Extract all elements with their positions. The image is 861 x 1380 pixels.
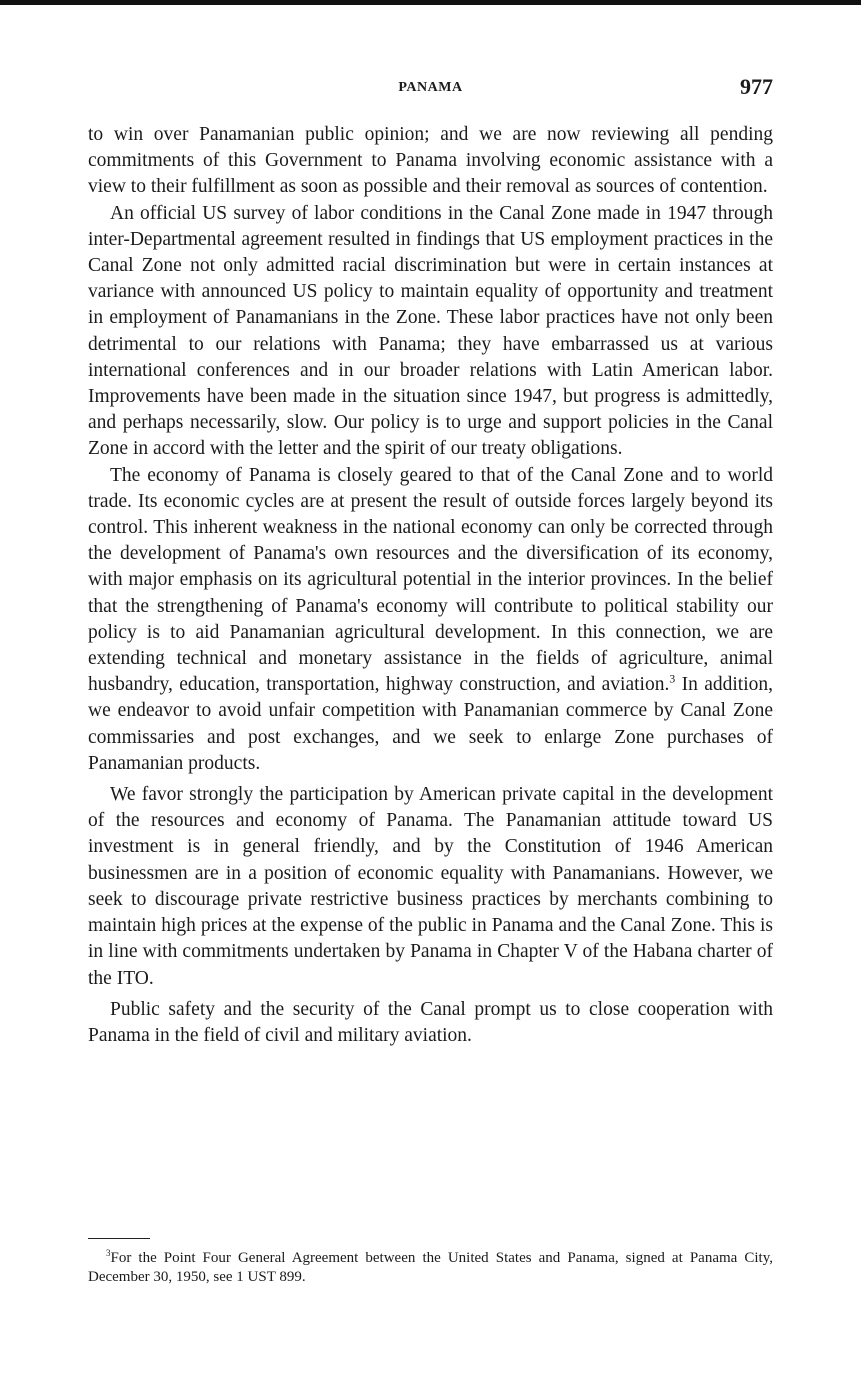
page-header — [88, 74, 773, 104]
paragraph-economy — [88, 463, 773, 777]
paragraph-continuation: to win over Panamanian public opinion; and we are now reviewing all pending commitments of this Government to Panama involving economic assistance with a view to their fulfillment as soon as possible and their removal as sources of contention. — [88, 124, 773, 198]
footnote-marker: 3 — [106, 1248, 111, 1258]
footnote-divider — [88, 1238, 150, 1239]
paragraph-labor-conditions: An official US survey of labor conditions in the Canal Zone made in 1947 through inter-Departmental agreement resulted in findings that US employment practices in the Canal Zone not only admitted racial discrimination but were in certain instances at variance with announced US policy to maintain equality of opportunity and treatment in employment of Panamanians in the Zone. These labor practices have not only been detrimental to our relations with Panama; they have embarrassed us at various international conferences and in our broader relations with Latin American labor. Improvements have been made in the situation since 1947, but progress is admittedly, and perhaps necessarily, slow. Our policy is to urge and support policies in the Canal Zone in accord with the letter and the spirit of our treaty obligations. — [88, 202, 773, 460]
running-head: PANAMA — [398, 80, 463, 95]
paragraph-economy-addition: In addition, we endeavor to avoid unfair competition with Panamanian commerce by Canal Zone commissaries and post exchanges, and we seek to enlarge Zone purchases of Panamanian products. — [88, 674, 773, 774]
footnote — [88, 1249, 773, 1286]
paragraph-economy-text: The economy of Panama is closely geared to that of the Canal Zone and to world trade. Its economic cycles are at present the result of outside forces largely beyond its control. This inherent weakness in the national economy can only be corrected through the development of Panama's own resources and the diversification of its economy, with major emphasis on its agricultural potential in the interior provinces. In the belief that the strengthening of Panama's economy will contribute to political stability our policy is to aid Panamanian agricultural development. In this connection, we are extending technical and monetary assistance in the fields of agriculture, animal husbandry, education, transportation, highway construction, and aviation. — [88, 464, 773, 696]
body-text — [88, 122, 773, 1049]
top-edge-rule — [0, 0, 861, 5]
footnote-text: For the Point Four General Agreement between the United States and Panama, signed at Panama City, December 30, 1950, see 1 UST 899. — [88, 1250, 773, 1285]
page-number: 977 — [740, 74, 773, 99]
paragraph-private-capital: We favor strongly the participation by American private capital in the development of the resources and economy of Panama. The Panamanian attitude toward US investment is in general friendly, and by the Constitution of 1946 American businessmen are in a position of economic equality with Panamanians. However, we seek to discourage private restrictive business practices by merchants combining to maintain high prices at the expense of the public in Panama and the Canal Zone. This is in line with commitments undertaken by Panama in Chapter V of the Habana charter of the ITO. — [88, 784, 773, 989]
paragraph-public-safety: Public safety and the security of the Canal prompt us to close cooperation with Panama in the field of civil and military aviation. — [88, 998, 773, 1046]
footnote-reference: 3 — [669, 672, 676, 686]
